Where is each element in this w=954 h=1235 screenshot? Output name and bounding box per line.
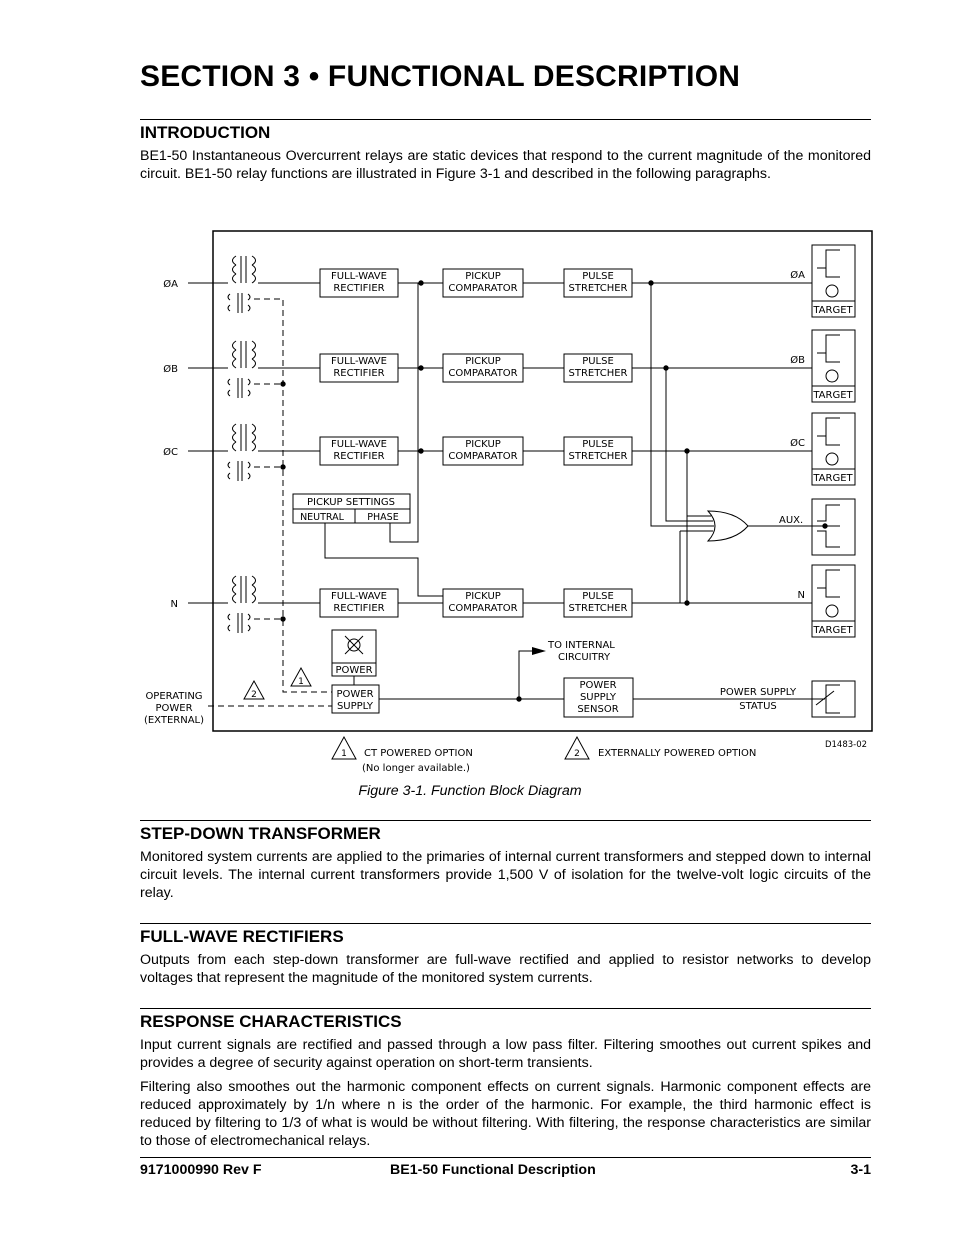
svg-text:PICKUP: PICKUP [465, 591, 501, 602]
svg-text:FULL-WAVE: FULL-WAVE [331, 439, 387, 450]
target-label: TARGET [813, 305, 853, 316]
footer-page-number: 3-1 [850, 1162, 871, 1178]
output-label: ØC [790, 438, 805, 449]
input-label: N [170, 599, 178, 610]
svg-text:STATUS: STATUS [739, 701, 777, 712]
transformer-icon [228, 576, 256, 633]
transformer-icon [228, 341, 256, 398]
svg-text:PICKUP: PICKUP [465, 356, 501, 367]
svg-text:RECTIFIER: RECTIFIER [333, 603, 385, 614]
svg-text:POWER: POWER [155, 703, 193, 714]
svg-text:PICKUP: PICKUP [465, 271, 501, 282]
response-heading: RESPONSE CHARACTERISTICS [140, 1012, 402, 1031]
input-label: ØB [163, 364, 178, 375]
svg-text:STRETCHER: STRETCHER [568, 368, 628, 379]
svg-text:COMPARATOR: COMPARATOR [448, 451, 518, 462]
diagram-frame [213, 231, 872, 731]
svg-text:2: 2 [251, 690, 257, 700]
function-block-diagram [140, 228, 880, 783]
svg-text:CIRCUITRY: CIRCUITRY [558, 652, 611, 663]
full-wave-heading: FULL-WAVE RECTIFIERS [140, 927, 344, 946]
page-title: SECTION 3 • FUNCTIONAL DESCRIPTION [140, 60, 741, 93]
svg-text:1: 1 [298, 677, 304, 687]
svg-text:(EXTERNAL): (EXTERNAL) [143, 715, 205, 726]
step-down-heading: STEP-DOWN TRANSFORMER [140, 824, 381, 843]
svg-text:FULL-WAVE: FULL-WAVE [331, 591, 387, 602]
phase-row-3 [171, 565, 855, 637]
svg-text:OPERATING: OPERATING [145, 691, 203, 702]
svg-text:RECTIFIER: RECTIFIER [333, 283, 385, 294]
introduction-section [140, 119, 871, 189]
introduction-heading: INTRODUCTION [140, 123, 271, 142]
svg-text:PULSE: PULSE [582, 356, 614, 367]
svg-text:RECTIFIER: RECTIFIER [333, 451, 385, 462]
transformer-icon [228, 256, 256, 313]
full-wave-body: Outputs from each step-down transformer are full-wave rectified and applied to resistor networks to develop voltages that represent the magnitude of the monitored system currents. [140, 952, 871, 986]
svg-text:STRETCHER: STRETCHER [568, 451, 628, 462]
output-label: ØA [790, 270, 805, 281]
svg-text:POWER SUPPLY: POWER SUPPLY [719, 687, 797, 698]
drawing-id: D1483-02 [824, 740, 868, 750]
output-label: N [797, 590, 805, 601]
transformer-icon [228, 424, 256, 481]
svg-text:COMPARATOR: COMPARATOR [448, 283, 518, 294]
svg-text:COMPARATOR: COMPARATOR [448, 603, 518, 614]
svg-text:SENSOR: SENSOR [577, 704, 619, 715]
pickup-settings-label: PICKUP SETTINGS [306, 497, 396, 508]
output-label: ØB [790, 355, 805, 366]
input-label: ØA [163, 279, 178, 290]
target-indicator [812, 330, 855, 402]
full-wave-section [140, 923, 871, 993]
svg-text:STRETCHER: STRETCHER [568, 603, 628, 614]
svg-text:PULSE: PULSE [582, 271, 614, 282]
neutral-label: NEUTRAL [300, 512, 344, 523]
phase-row-1 [163, 330, 855, 402]
svg-text:2: 2 [574, 749, 580, 759]
phase-label: PHASE [367, 512, 399, 523]
footer-doc-number: 9171000990 Rev F [140, 1162, 262, 1178]
step-down-section [140, 820, 871, 908]
target-label: TARGET [813, 473, 853, 484]
svg-text:PULSE: PULSE [582, 591, 614, 602]
svg-text:RECTIFIER: RECTIFIER [333, 368, 385, 379]
target-indicator [812, 565, 855, 637]
aux-label: AUX. [779, 515, 804, 526]
note-no-longer-available: (No longer available.) [362, 763, 470, 774]
response-section [140, 1008, 871, 1156]
svg-text:FULL-WAVE: FULL-WAVE [331, 271, 387, 282]
input-label: ØC [163, 447, 178, 458]
svg-text:PICKUP: PICKUP [465, 439, 501, 450]
introduction-body: BE1-50 Instantaneous Overcurrent relays are static devices that respond to the current magnitude of the monitored circuit. BE1-50 relay functions are illustrated in Figure 3-1 and described in the following paragraphs. [140, 148, 871, 182]
note-externally-powered: EXTERNALLY POWERED OPTION [598, 748, 757, 759]
target-indicator [812, 413, 855, 485]
target-indicator [812, 245, 855, 317]
svg-text:FULL-WAVE: FULL-WAVE [331, 356, 387, 367]
svg-text:TO INTERNAL: TO INTERNAL [548, 640, 615, 651]
target-label: TARGET [813, 625, 853, 636]
svg-text:POWER: POWER [336, 689, 374, 700]
svg-text:STRETCHER: STRETCHER [568, 283, 628, 294]
response-body-1: Input current signals are rectified and passed through a low pass filter. Filtering smoothes out current spikes and provides a degree of security against operation on short-term transients. [140, 1037, 871, 1071]
svg-text:POWER: POWER [579, 680, 617, 691]
svg-text:PULSE: PULSE [582, 439, 614, 450]
page-footer [140, 1157, 871, 1178]
svg-text:SUPPLY: SUPPLY [579, 692, 617, 703]
phase-row-0 [163, 245, 855, 317]
svg-text:SUPPLY: SUPPLY [336, 701, 374, 712]
phase-row-2 [163, 413, 855, 485]
power-label: POWER [335, 665, 373, 676]
step-down-body: Monitored system currents are applied to the primaries of internal current transformers and stepped down to internal circuit levels. The internal current transformers provide 1,500 V of isolation for the twelve-volt logic circuits of the relay. [140, 849, 871, 901]
target-label: TARGET [813, 390, 853, 401]
footer-title: BE1-50 Functional Description [390, 1162, 596, 1178]
svg-text:COMPARATOR: COMPARATOR [448, 368, 518, 379]
note-ct-powered: CT POWERED OPTION [364, 748, 473, 759]
svg-text:1: 1 [341, 749, 347, 759]
response-body-2: Filtering also smoothes out the harmonic component effects on current signals. Harmonic component effects are reduced approximately by 1/n where n is the order of the harmonic. For example, the third harmonic effect is reduced by filtering to 1/3 of what is would be without filtering. With filtering, the response characteristics are similar to those of electromechanical relays. [140, 1079, 871, 1149]
figure-caption: Figure 3-1. Function Block Diagram [358, 783, 582, 799]
